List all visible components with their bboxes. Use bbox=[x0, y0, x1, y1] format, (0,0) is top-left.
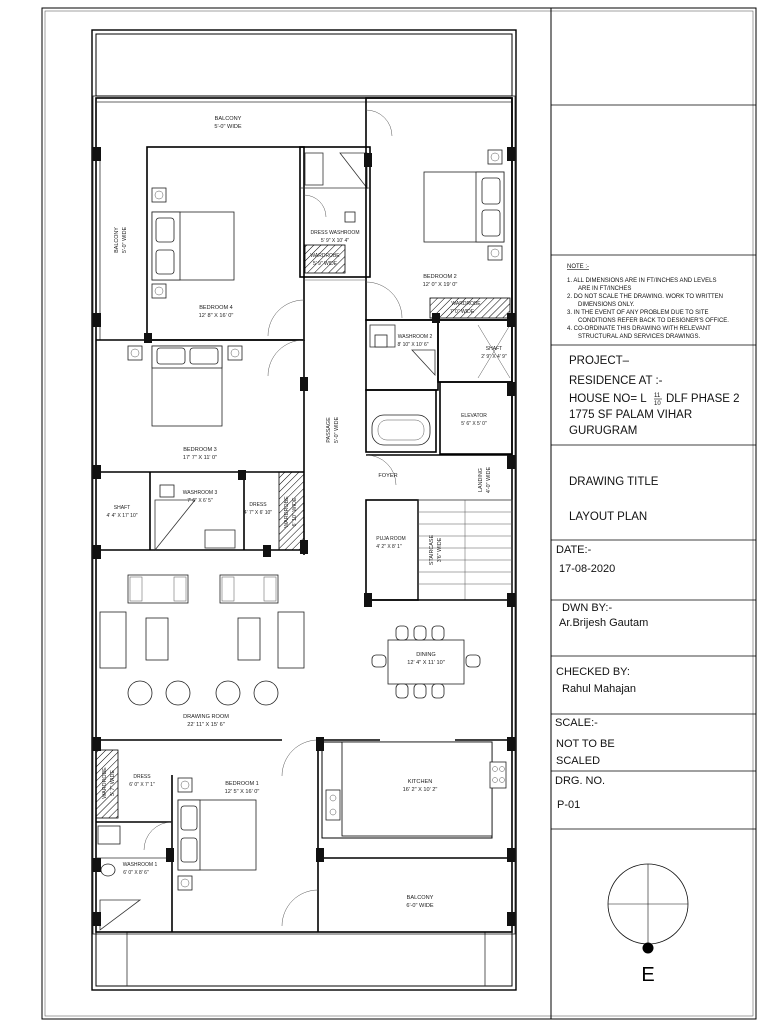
room-name: WASHROOM 1 bbox=[122, 862, 158, 868]
bed-bedroom-2 bbox=[424, 150, 504, 260]
drawing-number: P-01 bbox=[557, 799, 581, 811]
room-name: WARDROBE bbox=[102, 767, 108, 799]
fraction-numerator: 11 bbox=[654, 393, 661, 399]
drawing-number-label: DRG. NO. bbox=[555, 775, 606, 787]
room-size: 7' 0" WIDE bbox=[449, 309, 475, 315]
room-name: DRESS WASHROOM bbox=[310, 230, 360, 236]
room-size: 22' 11" X 15' 6" bbox=[187, 722, 225, 728]
room-size: 5'-0" WIDE bbox=[122, 226, 128, 254]
room-name: SHAFT bbox=[485, 346, 503, 352]
room-size: 12' 5" X 16' 0" bbox=[224, 789, 260, 795]
room-name: BALCONY bbox=[214, 116, 242, 122]
room-name: BEDROOM 1 bbox=[225, 781, 259, 787]
bathtub bbox=[372, 415, 430, 445]
room-name: PASSAGE bbox=[326, 417, 332, 443]
room-size: 2' 9" X 4' 9" bbox=[481, 354, 507, 360]
checked-by-label: CHECKED BY: bbox=[556, 666, 630, 678]
note-line: 3. IN THE EVENT OF ANY PROBLEM DUE TO SITE bbox=[567, 310, 709, 316]
scale-value: SCALED bbox=[556, 755, 601, 767]
date-value: 17-08-2020 bbox=[559, 563, 616, 575]
room-name: BEDROOM 2 bbox=[423, 274, 457, 280]
room-size: 6'-0" WIDE bbox=[406, 903, 434, 909]
front-setback bbox=[96, 34, 512, 96]
room-size: 16' 2" X 10' 2" bbox=[402, 787, 438, 793]
room-size: 12' 4" X 11' 10" bbox=[407, 660, 445, 666]
room-name: BEDROOM 3 bbox=[183, 447, 217, 453]
floor-plan bbox=[92, 30, 516, 990]
room-name: PUJA ROOM bbox=[376, 536, 406, 542]
project-line: GURUGRAM bbox=[569, 425, 638, 437]
project-line: HOUSE NO= L bbox=[569, 393, 647, 405]
room-name: BALCONY bbox=[114, 227, 120, 253]
room-name: DINING bbox=[416, 652, 436, 658]
bed-bedroom-3 bbox=[128, 346, 242, 426]
room-name: FOYER bbox=[378, 473, 398, 479]
washroom-2-walls bbox=[366, 320, 438, 390]
room-size: 6' 10" WIDE bbox=[292, 497, 298, 527]
room-name: SHAFT bbox=[113, 505, 131, 511]
drawn-by-label: DWN BY:- bbox=[562, 602, 613, 614]
room-size: 5' 9" WIDE bbox=[312, 261, 338, 267]
scale-label: SCALE:- bbox=[555, 717, 598, 729]
room-size: 4' 4" X 17' 10" bbox=[106, 513, 138, 519]
room-name: WARDROBE bbox=[284, 496, 290, 528]
title-block bbox=[551, 8, 756, 1019]
room-name: DRESS bbox=[249, 502, 267, 508]
room-size: 5' 9" X 10' 4" bbox=[320, 238, 350, 244]
room-name: DRESS bbox=[133, 774, 151, 780]
scale-value: NOT TO BE bbox=[556, 738, 615, 750]
note-line: CONDITIONS REFER BACK TO DESIGNER'S OFFICE. bbox=[578, 318, 729, 324]
note-line: DIMENSIONS ONLY. bbox=[578, 302, 635, 308]
project-line: 1775 SF PALAM VIHAR bbox=[569, 409, 693, 421]
room-size: 4' 2" X 8' 1" bbox=[376, 544, 402, 550]
room-size: 5'-0" WIDE bbox=[214, 124, 242, 130]
checked-by-value: Rahul Mahajan bbox=[562, 683, 636, 695]
north-arrow-icon bbox=[608, 864, 688, 954]
drawing-title-label: DRAWING TITLE bbox=[569, 476, 659, 488]
room-size: 7' 6" X 6' 5" bbox=[187, 498, 213, 504]
puja-room-walls bbox=[366, 500, 418, 600]
note-line: 1. ALL DIMENSIONS ARE IN FT/INCHES AND LEVELS bbox=[567, 278, 717, 284]
room-size: 3'6" WIDE bbox=[437, 537, 443, 563]
room-name: ELEVATOR bbox=[461, 413, 487, 419]
room-name: WASHROOM 2 bbox=[397, 334, 433, 340]
note-line: 4. CO-ORDINATE THIS DRAWING WITH RELEVANT bbox=[567, 326, 711, 332]
room-name: WASHROOM 3 bbox=[182, 490, 218, 496]
room-name: WARDROBE bbox=[451, 301, 481, 307]
date-label: DATE:- bbox=[556, 544, 592, 556]
room-size: 4' 7" X 6' 10" bbox=[243, 510, 273, 516]
room-name: KITCHEN bbox=[407, 779, 433, 785]
note-line: STRUCTURAL AND SERVICES DRAWINGS. bbox=[578, 334, 701, 340]
room-size: 12' 8" X 16' 0" bbox=[198, 313, 234, 319]
drawn-by-value: Ar.Brijesh Gautam bbox=[559, 617, 649, 629]
room-name: LANDING bbox=[478, 468, 484, 492]
room-size: 8' 10" X 10' 6" bbox=[397, 342, 429, 348]
room-size: 12' 0" X 19' 0" bbox=[422, 282, 458, 288]
project-line: RESIDENCE AT :- bbox=[569, 375, 663, 387]
note-line: ARE IN FT/INCHES bbox=[578, 286, 632, 292]
room-size: 17' 7" X 11' 0" bbox=[182, 455, 218, 461]
project-label: PROJECT– bbox=[569, 355, 630, 367]
room-size: 4'-0" WIDE bbox=[486, 466, 492, 494]
room-name: WARDROBE bbox=[310, 253, 340, 259]
room-size: 6' 0" X 8' 6" bbox=[123, 870, 149, 876]
room-name: BALCONY bbox=[406, 895, 434, 901]
notes-heading: NOTE :- bbox=[567, 264, 589, 270]
room-size: 5' 6" X 5' 0" bbox=[461, 421, 487, 427]
room-size: 5'-0" WIDE bbox=[334, 416, 340, 444]
bed-bedroom-4 bbox=[152, 188, 234, 298]
room-size: 6' 0" X 7' 1" bbox=[129, 782, 155, 788]
note-line: 2. DO NOT SCALE THE DRAWING. WORK TO WRITTEN bbox=[567, 294, 724, 300]
project-line: DLF PHASE 2 bbox=[666, 393, 740, 405]
room-name: DRAWING ROOM bbox=[183, 714, 229, 720]
room-name: BEDROOM 4 bbox=[199, 305, 233, 311]
drawing-title: LAYOUT PLAN bbox=[569, 511, 648, 523]
fraction-denominator: 10 bbox=[654, 401, 661, 407]
north-direction-letter: E bbox=[641, 964, 655, 986]
rear-setback bbox=[96, 932, 512, 986]
drawing-room-furniture bbox=[100, 575, 304, 705]
room-size: 5' 7" WIDE bbox=[110, 769, 116, 797]
room-name: STAIRCASE bbox=[429, 534, 435, 566]
